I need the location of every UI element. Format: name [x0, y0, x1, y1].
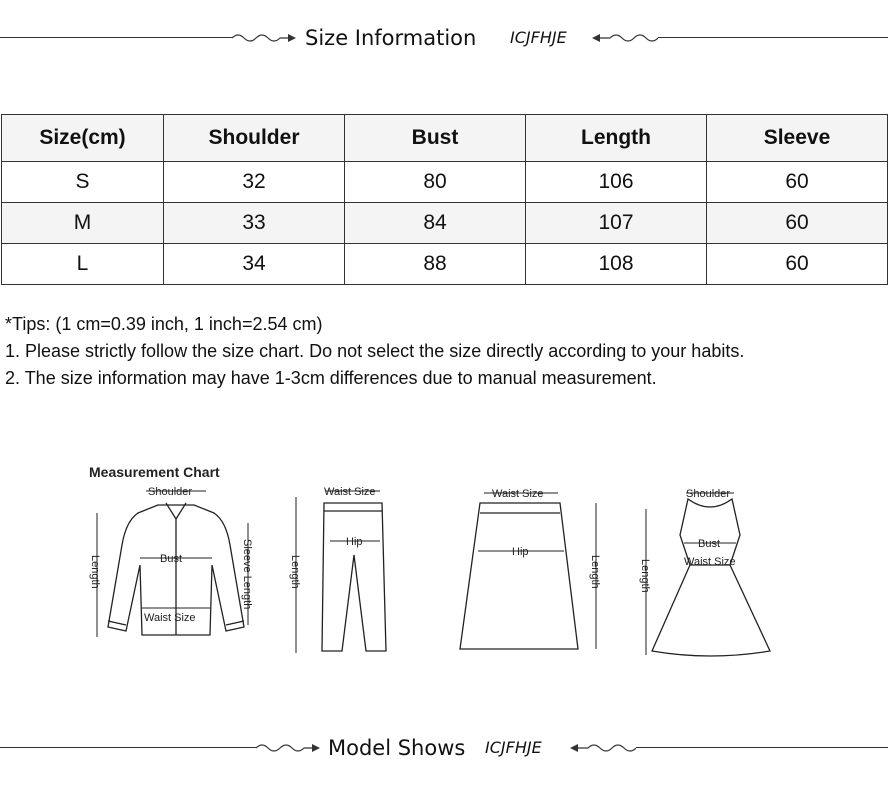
table-row: [2, 162, 888, 203]
table-cell: 34: [164, 244, 345, 285]
measurement-chart: [80, 455, 780, 695]
size-table: [1, 114, 888, 285]
table-cell: 60: [707, 203, 888, 244]
skirt-icon: [460, 503, 578, 649]
measurement-chart-title: Measurement Chart: [89, 464, 220, 480]
skirt-length-label: Length: [589, 555, 601, 589]
tips-note-1: 1. Please strictly follow the size chart. Do not select the size directly according to your habits.: [5, 341, 745, 361]
pants-hip-label: Hip: [346, 536, 363, 548]
table-cell: 60: [707, 162, 888, 203]
dress-waist-label: Waist Size: [684, 556, 736, 568]
column-header: Length: [526, 115, 707, 162]
shirt-length-label: Length: [89, 555, 101, 589]
table-cell: 108: [526, 244, 707, 285]
table-cell: S: [2, 162, 164, 203]
column-header: Bust: [345, 115, 526, 162]
table-cell: 60: [707, 244, 888, 285]
banner-rule-right: [636, 747, 888, 748]
banner-rule-left: [0, 747, 256, 748]
section-title: Size Information: [305, 26, 477, 50]
dress-icon: [652, 499, 770, 656]
shirt-bust-label: Bust: [160, 553, 183, 565]
table-row: [2, 203, 888, 244]
shirt-shoulder-label: Shoulder: [148, 486, 193, 498]
skirt-hip-label: Hip: [512, 546, 529, 558]
shirt-sleeve-label: Sleeve Length: [241, 539, 253, 610]
table-cell: 84: [345, 203, 526, 244]
tips-note-2: 2. The size information may have 1-3cm differences due to manual measurement.: [5, 368, 657, 388]
pants-icon: [322, 503, 386, 651]
banner-rule-right: [658, 37, 888, 38]
size-information-banner: [0, 23, 888, 53]
ornament-arrow-right-icon: [256, 739, 322, 757]
column-header: Shoulder: [164, 115, 345, 162]
table-cell: 33: [164, 203, 345, 244]
tips-conversion: *Tips: (1 cm=0.39 inch, 1 inch=2.54 cm): [5, 314, 323, 334]
brand-logo: ICJFHJE: [485, 738, 542, 757]
ornament-arrow-left-icon: [570, 739, 636, 757]
dress-diagram: [646, 493, 770, 656]
table-cell: 88: [345, 244, 526, 285]
size-tips: [5, 311, 744, 392]
dress-shoulder-label: Shoulder: [686, 488, 731, 500]
column-header: Sleeve: [707, 115, 888, 162]
table-cell: 106: [526, 162, 707, 203]
table-cell: L: [2, 244, 164, 285]
model-shows-banner: [0, 733, 888, 763]
skirt-waist-label: Waist Size: [492, 488, 544, 500]
table-row: [2, 244, 888, 285]
table-cell: M: [2, 203, 164, 244]
pants-waist-label: Waist Size: [324, 486, 376, 498]
pants-diagram: [296, 491, 386, 653]
brand-logo: ICJFHJE: [510, 28, 567, 47]
measurement-chart-svg: [80, 455, 780, 695]
column-header: Size(cm): [2, 115, 164, 162]
table-header-row: [2, 115, 888, 162]
banner-rule-left: [0, 37, 232, 38]
ornament-arrow-left-icon: [592, 29, 658, 47]
table-cell: 80: [345, 162, 526, 203]
table-cell: 32: [164, 162, 345, 203]
skirt-diagram: [460, 493, 596, 649]
section-title: Model Shows: [328, 736, 466, 760]
dress-length-label: Length: [639, 559, 651, 593]
shirt-waist-label: Waist Size: [144, 612, 196, 624]
pants-length-label: Length: [289, 555, 301, 589]
dress-bust-label: Bust: [698, 538, 721, 550]
table-cell: 107: [526, 203, 707, 244]
ornament-arrow-right-icon: [232, 29, 298, 47]
